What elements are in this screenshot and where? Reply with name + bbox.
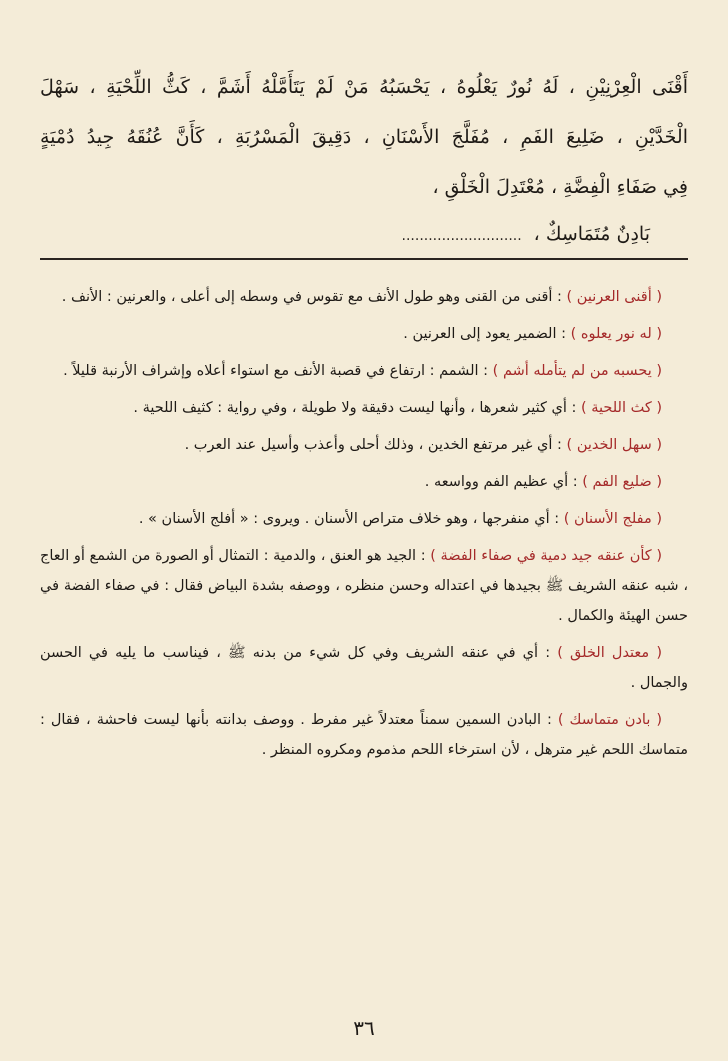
note-text: : أي عظيم الفم وواسعه .	[424, 474, 583, 490]
note-item	[40, 430, 688, 460]
ellipsis: ...........................	[401, 228, 522, 244]
note-item	[40, 393, 688, 423]
note-item	[40, 282, 688, 312]
note-term: ( ضليع الفم )	[582, 474, 662, 490]
note-term: ( كث اللحية )	[580, 400, 662, 416]
note-text: : أي غير مرتفع الخدين ، وذلك أحلى وأعذب وأسيل عند العرب .	[184, 437, 567, 453]
note-text: : أي كثير شعرها ، وأنها ليست دقيقة ولا طويلة ، وفي رواية : كثيف اللحية .	[133, 400, 581, 416]
note-text: : أي منفرجها ، وهو خلاف متراص الأسنان . ويروى : « أفلج الأسنان » .	[138, 511, 564, 527]
verse-text: بَادِنٌ مُتَمَاسِكٌ ،	[533, 223, 650, 245]
note-term: ( مفلج الأسنان )	[563, 511, 662, 527]
note-text: : الشمم : ارتفاع في قصبة الأنف مع استواء أعلاه وإشراف الأرنبة قليلاً .	[63, 363, 493, 379]
note-text: : البادن السمين سمناً معتدلاً غير مفرط . ووصف بدانته بأنها ليست فاحشة ، فقال : متماسك اللحم غير مترهل ، لأن استرخاء اللحم مذموم ومكروه المنظر .	[40, 712, 688, 758]
note-item	[40, 319, 688, 349]
verse-line	[40, 212, 688, 256]
page-number: ٣٦	[353, 1016, 375, 1040]
note-text: : الضمير يعود إلى العرنين .	[403, 326, 571, 342]
verse-line: الْخَدَّيْنِ ، ضَلِيعَ الفَمِ ، مُفَلَّجَ الأَسْنَانِ ، دَقِيقَ الْمَسْرُبَةِ ، كَأَنَّ عُنُقَهُ جِيدُ دُمْيَةٍ	[40, 126, 688, 148]
hadith-text	[40, 62, 688, 256]
note-item	[40, 356, 688, 386]
note-term: ( سهل الخدين )	[566, 437, 662, 453]
note-term: ( بادن متماسك )	[557, 712, 662, 728]
note-term: ( له نور يعلوه )	[570, 326, 662, 342]
footnote-divider	[40, 258, 688, 260]
note-item	[40, 705, 688, 765]
note-term: ( يحسبه من لم يتأمله أشم )	[492, 363, 662, 379]
note-term: ( أقنى العرنين )	[566, 289, 662, 305]
note-text: : أقنى من القنى وهو طول الأنف مع تقوس في وسطه إلى أعلى ، والعرنين : الأنف .	[61, 289, 567, 305]
note-item	[40, 541, 688, 631]
note-item	[40, 504, 688, 534]
verse-line: فِي صَفَاءِ الْفِضَّةِ ، مُعْتَدِلَ الْخَلْقِ ،	[432, 176, 688, 198]
note-item	[40, 467, 688, 497]
verse-line: أَقْنَى الْعِرْنِيْنِ ، لَهُ نُورٌ يَعْلُوهُ ، يَحْسَبُهُ مَنْ لَمْ يَتَأَمَّلْهُ أَشَمَّ ، كَثُّ اللِّحْيَةِ ، سَهْلَ	[40, 76, 688, 98]
note-term: ( معتدل الخلق )	[557, 645, 662, 661]
note-text: : الجيد هو العنق ، والدمية : التمثال أو الصورة من الشمع أو العاج ، شبه عنقه الشريف ﷺ بجيدها في اعتداله وحسن منظره ، ووصفه بشدة البياض فقال : في صفاء الفضة في حسن الهيئة والكمال .	[40, 548, 688, 624]
note-term: ( كأن عنقه جيد دمية في صفاء الفضة )	[430, 548, 662, 564]
explanatory-notes	[40, 282, 688, 772]
note-text: : أي في عنقه الشريف وفي كل شيء من بدنه ﷺ ، فيناسب ما يليه في الحسن والجمال .	[40, 645, 688, 691]
note-item	[40, 638, 688, 698]
